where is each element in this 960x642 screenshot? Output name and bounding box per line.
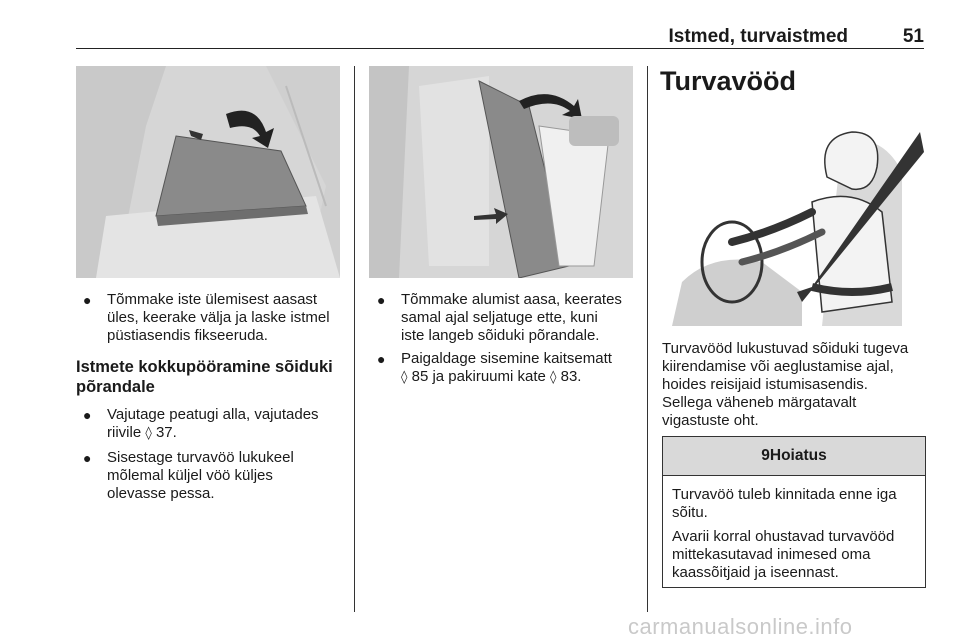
text-line: Tõmmake iste ülemisest aasast xyxy=(107,291,318,308)
subheading-line: põrandale xyxy=(76,378,155,396)
warning-paragraph: Turvavöö tuleb kinnitada enne iga sõitu. xyxy=(672,486,897,521)
text-line: vigastuste oht. xyxy=(662,412,759,429)
body-paragraph xyxy=(662,340,930,430)
text-line: Sellega väheneb märgatavalt xyxy=(662,394,857,411)
column-divider xyxy=(354,66,355,612)
warning-header xyxy=(663,437,925,476)
page-reference-icon: ◊ xyxy=(550,370,557,385)
section-heading: Turvavööd xyxy=(660,66,797,96)
text-line: kiirendamise või aeglustamise ajal, xyxy=(662,358,894,375)
watermark: carmanualsonline.info xyxy=(628,614,853,639)
column-divider xyxy=(647,66,648,612)
text-line: püstiasendis fikseeruda. xyxy=(107,327,268,344)
text-line: mõlemal küljel vöö küljes xyxy=(107,467,273,484)
text-line: ◊ 85 ja pakiruumi kate ◊ 83. xyxy=(401,368,582,385)
warning-body xyxy=(663,476,925,582)
text-line: Tõmmake alumist aasa, keerates xyxy=(401,291,622,308)
bullet-marker: ● xyxy=(83,292,92,308)
section-title: Istmed, turvaistmed xyxy=(668,26,848,47)
seatbelt-driver-figure xyxy=(662,112,926,326)
warning-paragraph: Avarii korral ohustavad turvavööd mittekasutavad inimesed oma kaassõitjaid ja iseennast. xyxy=(672,528,895,581)
text-line: hoides reisijaid istumisasendis. xyxy=(662,376,868,393)
text-line: riivile ◊ 37. xyxy=(107,424,177,441)
subheading xyxy=(76,357,346,397)
text-line: olevasse pessa. xyxy=(107,485,215,502)
bullet-marker: ● xyxy=(377,351,386,367)
text-line: Turvavööd lukustuvad sõiduki tugeva xyxy=(662,340,909,357)
text-line: Paigaldage sisemine kaitsematt xyxy=(401,350,612,367)
page-reference-icon: ◊ xyxy=(401,370,408,385)
text-line: samal ajal seljatuge ette, kuni xyxy=(401,309,598,326)
warning-title: Hoiatus xyxy=(769,447,827,464)
bullet-marker: ● xyxy=(377,292,386,308)
page-number: 51 xyxy=(902,26,924,47)
warning-box xyxy=(662,436,926,588)
seat-fold-figure-2 xyxy=(369,66,633,278)
bullet-marker: ● xyxy=(83,407,92,423)
text-line: Vajutage peatugi alla, vajutades xyxy=(107,406,319,423)
text-line: iste langeb sõiduki põrandale. xyxy=(401,327,600,344)
subheading-line: Istmete kokkupööramine sõiduki xyxy=(76,358,333,376)
text-line: Sisestage turvavöö lukukeel xyxy=(107,449,294,466)
warning-icon: 9 xyxy=(761,447,770,464)
text-line: üles, keerake välja ja laske istmel xyxy=(107,309,330,326)
page-header xyxy=(76,22,924,49)
seat-fold-figure-1 xyxy=(76,66,340,278)
page-reference-icon: ◊ xyxy=(145,426,152,441)
bullet-marker: ● xyxy=(83,450,92,466)
